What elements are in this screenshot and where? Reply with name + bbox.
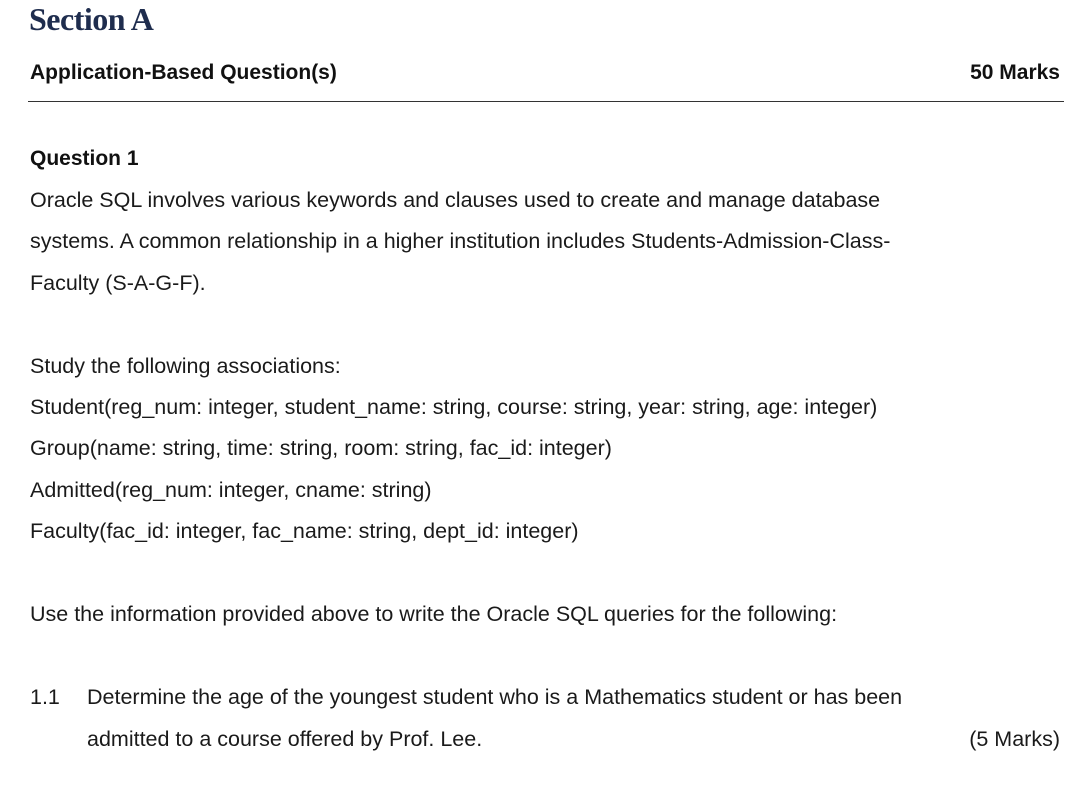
section-title: Section A	[29, 1, 154, 37]
association-faculty: Faculty(fac_id: integer, fac_name: string, dept_id: integer)	[30, 519, 579, 543]
intro-line: systems. A common relationship in a higher institution includes Students-Admission-Class-	[30, 229, 891, 253]
item-marks: (5 Marks)	[969, 727, 1060, 751]
section-divider	[28, 101, 1064, 102]
study-prompt: Study the following associations:	[30, 354, 341, 378]
instruction-text: Use the information provided above to write the Oracle SQL queries for the following:	[30, 602, 838, 626]
intro-line: Oracle SQL involves various keywords and clauses used to create and manage database	[30, 188, 881, 212]
section-marks: 50 Marks	[970, 61, 1060, 84]
association-student: Student(reg_num: integer, student_name: string, course: string, year: string, age: integer)	[30, 395, 878, 419]
item-text-line: admitted to a course offered by Prof. Lee.	[87, 727, 483, 751]
item-number: 1.1	[30, 685, 60, 709]
item-text-line: Determine the age of the youngest student who is a Mathematics student or has been	[87, 685, 903, 709]
section-subtitle: Application-Based Question(s)	[30, 61, 337, 84]
intro-line: Faculty (S-A-G-F).	[30, 271, 206, 295]
association-group: Group(name: string, time: string, room: string, fac_id: integer)	[30, 436, 612, 460]
association-admitted: Admitted(reg_num: integer, cname: string)	[30, 478, 432, 502]
question-title: Question 1	[30, 147, 139, 170]
